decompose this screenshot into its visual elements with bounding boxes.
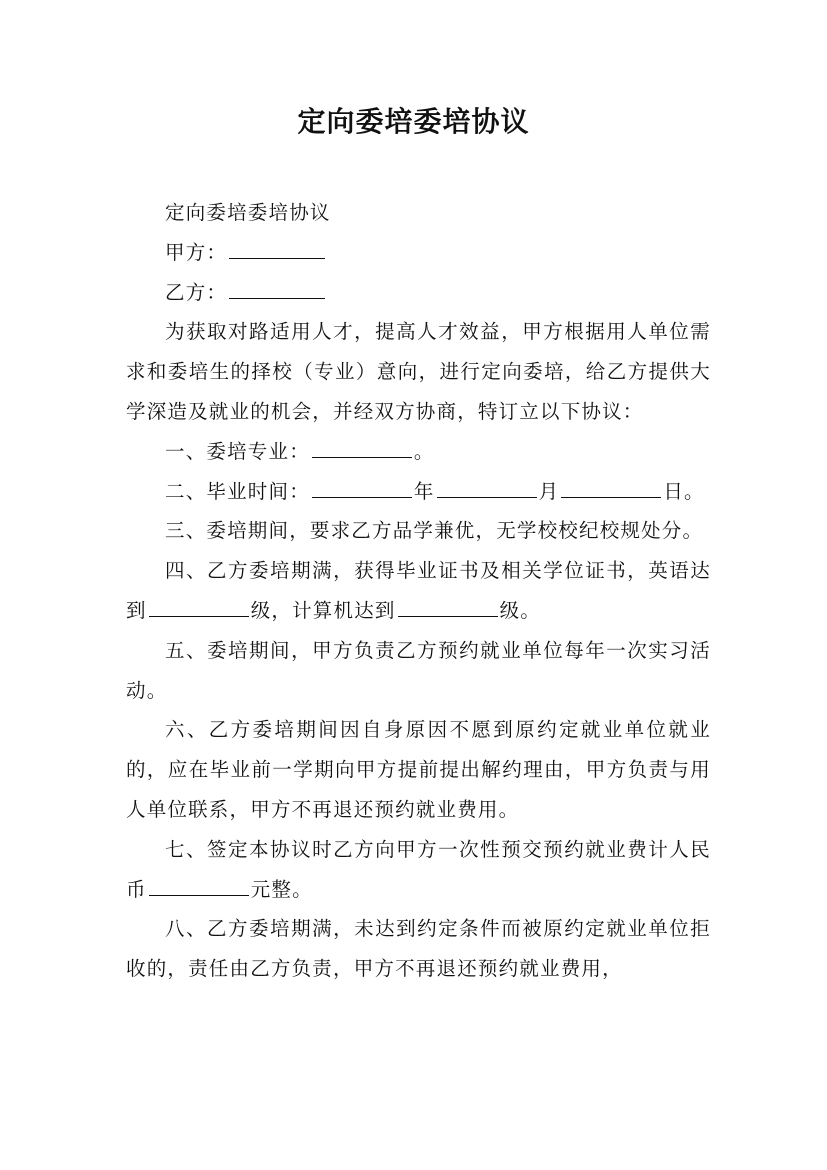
clause-1	[126, 432, 711, 472]
clause-6: 六、乙方委培期间因自身原因不愿到原约定就业单位就业的，应在毕业前一学期向甲方提前提出解约理由，甲方负责与用人单位联系，甲方不再退还预约就业费用。	[126, 718, 711, 821]
fee-blank	[149, 874, 249, 895]
english-level-blank	[149, 596, 249, 617]
clause-4-prefix: 四、乙方委培期满，获得毕业证书及相关学位证书，英语达到	[126, 559, 711, 622]
party-a-line	[126, 233, 711, 273]
clause-7-suffix: 元整。	[250, 877, 313, 901]
clause-1-suffix: 。	[413, 439, 435, 463]
year-blank	[312, 476, 412, 497]
clause-4	[126, 551, 711, 631]
clause-5: 五、委培期间，甲方负责乙方预约就业单位每年一次实习活动。	[126, 638, 711, 702]
party-a-blank	[229, 237, 325, 258]
year-label: 年	[413, 479, 435, 503]
party-b-blank	[229, 277, 325, 298]
clause-4-mid: 级，计算机达到	[250, 598, 396, 622]
subtitle-line: 定向委培委培协议	[165, 201, 331, 224]
party-b-line	[126, 273, 711, 313]
day-label: 日。	[663, 479, 705, 503]
party-b-label: 乙方：	[165, 280, 228, 304]
clause-8: 八、乙方委培期满，未达到约定条件而被原约定就业单位拒收的，责任由乙方负责，甲方不再退还预约就业费用，	[126, 917, 711, 981]
document-title: 定向委培委培协议	[297, 105, 530, 138]
document-body	[126, 193, 711, 989]
clause-1-prefix: 一、委培专业：	[165, 439, 310, 463]
clause-7	[126, 830, 711, 910]
clause-2-prefix: 二、毕业时间：	[165, 479, 310, 503]
party-a-label: 甲方：	[165, 240, 228, 264]
month-label: 月	[538, 479, 560, 503]
clause-2	[126, 472, 711, 512]
clause-7-prefix: 七、签定本协议时乙方向甲方一次性预交预约就业费计人民币	[126, 837, 711, 901]
computer-level-blank	[398, 596, 498, 617]
day-blank	[561, 476, 661, 497]
month-blank	[437, 476, 537, 497]
clause-3: 三、委培期间，要求乙方品学兼优，无学校校纪校规处分。	[165, 519, 704, 543]
major-blank	[312, 436, 412, 457]
clause-4-suffix: 级。	[499, 598, 542, 622]
intro-paragraph: 为获取对路适用人才，提高人才效益，甲方根据用人单位需求和委培生的择校（专业）意向，进行定向委培，给乙方提供大学深造及就业的机会，并经双方协商，特订立以下协议：	[126, 320, 711, 423]
